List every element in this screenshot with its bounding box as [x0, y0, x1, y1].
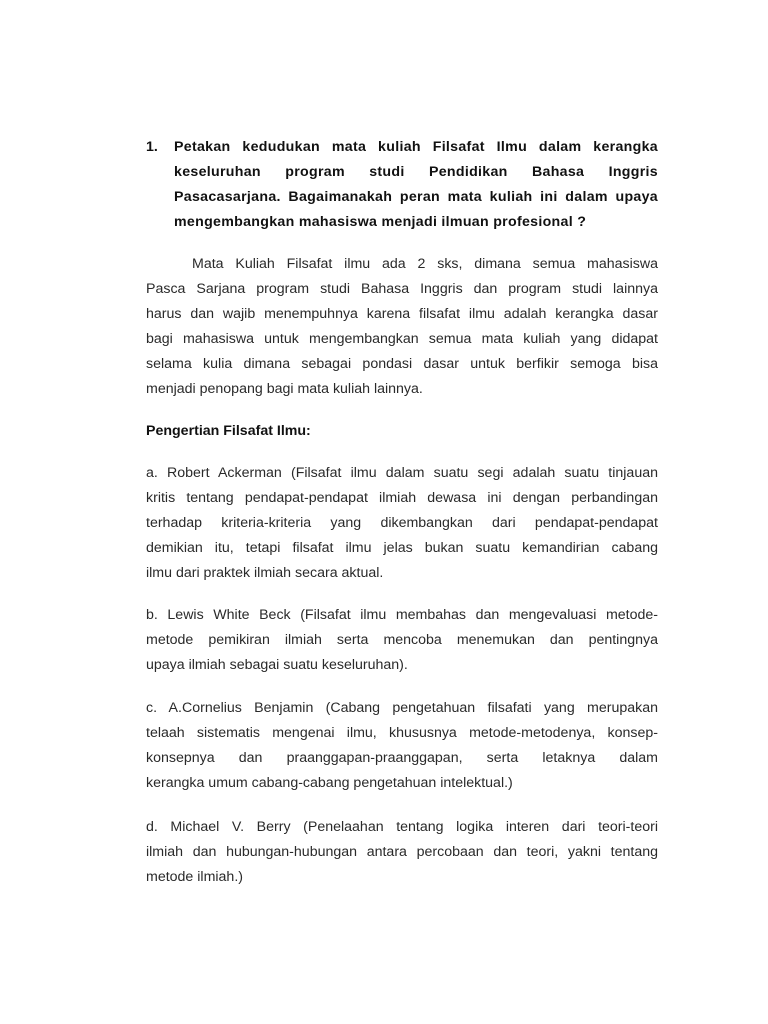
- paragraph-line: telaah sistematis mengenai ilmu, khususnya metode-metodenya, konsep-: [146, 725, 658, 741]
- definition-c: [146, 696, 658, 796]
- definition-d: [146, 815, 658, 890]
- paragraph-line: upaya ilmiah sebagai suatu keseluruhan).: [146, 657, 408, 673]
- definition-b: [146, 603, 658, 678]
- paragraph-line: menjadi penopang bagi mata kuliah lainnya.: [146, 381, 423, 397]
- paragraph-line: metode pemikiran ilmiah serta mencoba menemukan dan pentingnya: [146, 632, 658, 648]
- question-line: keseluruhan program studi Pendidikan Bahasa Inggris: [174, 164, 658, 180]
- paragraph-line: selama kulia dimana sebagai pondasi dasar untuk berfikir semoga bisa: [146, 356, 658, 372]
- question-line: mengembangkan mahasiswa menjadi ilmuan profesional ?: [174, 214, 587, 230]
- question-number: 1.: [146, 139, 158, 155]
- section-heading: Pengertian Filsafat Ilmu:: [146, 423, 311, 439]
- definition-a: [146, 461, 658, 586]
- paragraph-line: a. Robert Ackerman (Filsafat ilmu dalam suatu segi adalah suatu tinjauan: [146, 465, 658, 481]
- question-line: Petakan kedudukan mata kuliah Filsafat Ilmu dalam kerangka: [174, 139, 658, 155]
- paragraph-line: b. Lewis White Beck (Filsafat ilmu membahas dan mengevaluasi metode-: [146, 607, 658, 623]
- paragraph-line: terhadap kriteria-kriteria yang dikembangkan dari pendapat-pendapat: [146, 515, 658, 531]
- paragraph-line: bagi mahasiswa untuk mengembangkan semua mata kuliah yang didapat: [146, 331, 658, 347]
- paragraph-line: demikian itu, tetapi filsafat ilmu jelas bukan suatu kemandirian cabang: [146, 540, 658, 556]
- paragraph-line: Mata Kuliah Filsafat ilmu ada 2 sks, dimana semua mahasiswa: [192, 256, 658, 272]
- paragraph-line: konsepnya dan praanggapan-praanggapan, serta letaknya dalam: [146, 750, 658, 766]
- paragraph-line: kerangka umum cabang-cabang pengetahuan intelektual.): [146, 775, 513, 791]
- intro-paragraph: [146, 252, 658, 402]
- question-line: Pasacasarjana. Bagaimanakah peran mata kuliah ini dalam upaya: [174, 189, 658, 205]
- paragraph-line: Pasca Sarjana program studi Bahasa Inggris dan program studi lainnya: [146, 281, 658, 297]
- paragraph-line: c. A.Cornelius Benjamin (Cabang pengetahuan filsafati yang merupakan: [146, 700, 658, 716]
- question-text: [174, 135, 658, 235]
- paragraph-line: d. Michael V. Berry (Penelaahan tentang logika interen dari teori-teori: [146, 819, 658, 835]
- paragraph-line: metode ilmiah.): [146, 869, 243, 885]
- paragraph-line: ilmu dari praktek ilmiah secara aktual.: [146, 565, 384, 581]
- paragraph-line: kritis tentang pendapat-pendapat ilmiah dewasa ini dengan perbandingan: [146, 490, 658, 506]
- paragraph-line: ilmiah dan hubungan-hubungan antara percobaan dan teori, yakni tentang: [146, 844, 658, 860]
- paragraph-line: harus dan wajib menempuhnya karena filsafat ilmu adalah kerangka dasar: [146, 306, 658, 322]
